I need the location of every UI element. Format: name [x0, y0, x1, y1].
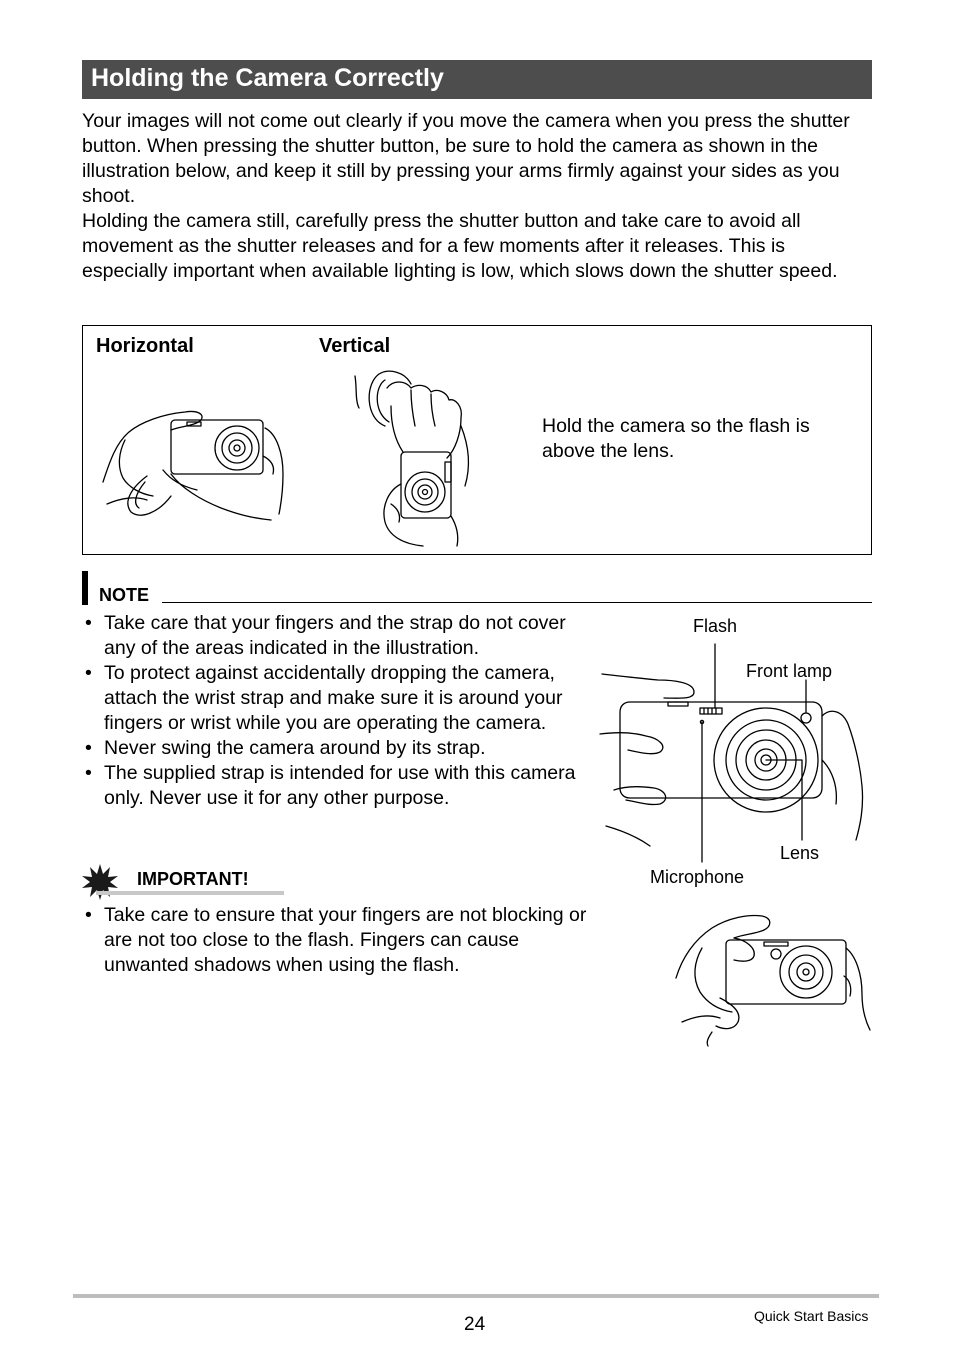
section-title: Holding the Camera Correctly: [91, 64, 444, 92]
callout-flash: Flash: [693, 616, 738, 636]
list-item: • To protect against accidentally dropping the camera, attach the wrist strap and make sure it is around your fingers or wrist while you are operating the camera.: [82, 661, 582, 736]
callout-lens: Lens: [780, 843, 820, 863]
list-item: • Take care to ensure that your fingers are not blocking or are not too close to the flash. Fingers can cause unwanted shadows when using the flash.: [82, 903, 602, 978]
important-underline: [96, 891, 284, 895]
important-label: IMPORTANT!: [137, 869, 249, 889]
vertical-label: Vertical: [319, 335, 391, 357]
horizontal-hold-illustration: [101, 404, 287, 528]
callout-microphone: Microphone: [650, 867, 745, 887]
footer-section-name: Quick Start Basics: [754, 1308, 869, 1324]
note-divider: [162, 602, 872, 603]
note-label: NOTE: [99, 585, 150, 605]
note-marker: [82, 571, 88, 605]
callout-front-lamp: Front lamp: [746, 661, 833, 681]
page-number: 24: [464, 1314, 486, 1335]
list-item: • Take care that your fingers and the strap do not cover any of the areas indicated in the illustration.: [82, 611, 582, 661]
camera-front-illustration: [598, 640, 872, 866]
finger-position-illustration: [672, 912, 872, 1048]
horizontal-label: Horizontal: [96, 335, 194, 357]
holding-caption: Hold the camera so the flash is above the lens.: [542, 415, 810, 462]
section-header: [82, 60, 872, 99]
footer-divider: [73, 1294, 879, 1298]
list-item: • Never swing the camera around by its strap.: [82, 736, 582, 761]
note-list: [82, 611, 582, 811]
intro-paragraph-1: Your images will not come out clearly if you move the camera when you press the shutter button. When pressing the shutter button, be sure to hold the camera as shown in the illustration below, and keep it still by pressing your arms firmly against your sides as you shoot.: [82, 110, 850, 207]
intro-paragraph-2: Holding the camera still, carefully press the shutter button and take care to avoid all movement as the shutter releases and for a few moments after it releases. This is especially important when available lighting is low, which slows down the shutter speed.: [82, 210, 838, 282]
intro-text: [82, 109, 872, 284]
list-item: • The supplied strap is intended for use with this camera only. Never use it for any other purpose.: [82, 761, 582, 811]
vertical-hold-illustration: [351, 366, 481, 548]
important-list: [82, 903, 602, 978]
holding-illustration-box: [82, 325, 872, 555]
